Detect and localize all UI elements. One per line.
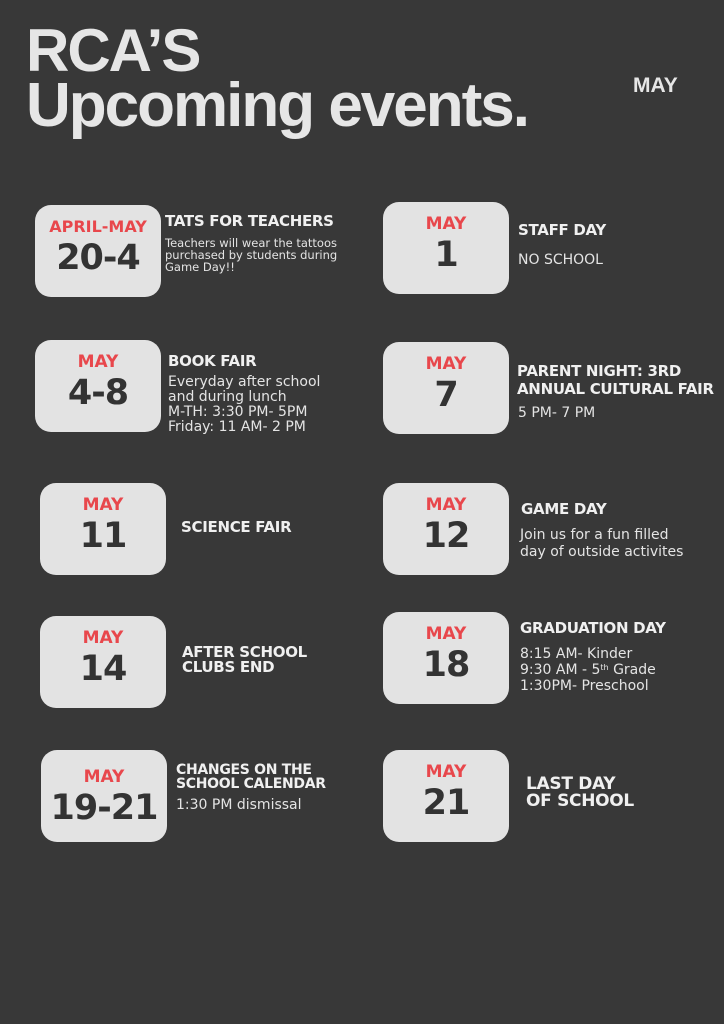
event-month: MAY xyxy=(82,628,124,648)
event-month: MAY xyxy=(425,354,467,374)
event-month: MAY xyxy=(425,214,467,234)
event-description-line: Join us for a fun filled xyxy=(520,527,669,543)
event-description-line: and during lunch xyxy=(168,389,287,405)
event-day: 18 xyxy=(422,645,470,685)
event-title-line: OF SCHOOL xyxy=(526,791,634,811)
event-title-line: STAFF DAY xyxy=(518,221,606,239)
event-title-line: CHANGES ON THE xyxy=(176,762,312,778)
event-month: MAY xyxy=(82,495,124,515)
event-date-card xyxy=(383,202,509,294)
event-description-line: NO SCHOOL xyxy=(518,252,603,268)
event-description-line: purchased by students during xyxy=(165,248,338,262)
event-date-card xyxy=(383,612,509,704)
event-description xyxy=(518,253,603,268)
event-day: 12 xyxy=(422,516,470,556)
event-date-card xyxy=(35,205,161,297)
ordinal-suffix: th xyxy=(600,663,609,672)
month-label: MAY xyxy=(633,74,678,97)
event-title-line: SCHOOL CALENDAR xyxy=(176,776,326,792)
event-description xyxy=(520,527,683,561)
event-description xyxy=(176,798,302,813)
event-title-line: TATS FOR TEACHERS xyxy=(165,212,334,230)
event-title-line: LAST DAY xyxy=(526,774,616,794)
event-description-line: Friday: 11 AM- 2 PM xyxy=(168,419,306,435)
event-description-line: 1:30PM- Preschool xyxy=(520,678,649,694)
event-date-card xyxy=(383,750,509,842)
event-month: MAY xyxy=(425,624,467,644)
event-day: 11 xyxy=(79,516,127,556)
event-description-line: Teachers will wear the tattoos xyxy=(165,236,337,250)
event-date-card xyxy=(383,342,509,434)
event-title xyxy=(520,621,666,636)
event-description-line: 1:30 PM dismissal xyxy=(176,797,302,813)
event-title xyxy=(517,364,714,397)
page-title-line1: RCA’S xyxy=(26,17,200,84)
event-day: 1 xyxy=(434,235,458,275)
event-month: MAY xyxy=(425,762,467,782)
event-title xyxy=(521,502,606,517)
event-title xyxy=(518,223,606,238)
event-description xyxy=(520,646,656,694)
event-description-line: M-TH: 3:30 PM- 5PM xyxy=(168,404,308,420)
event-month: APRIL-MAY xyxy=(49,217,147,236)
event-title xyxy=(181,520,291,535)
event-day: 7 xyxy=(434,375,458,415)
event-title-line: AFTER SCHOOL xyxy=(182,643,307,661)
event-day: 19-21 xyxy=(50,788,158,828)
event-title-line: BOOK FAIR xyxy=(168,352,257,370)
event-description xyxy=(168,375,320,435)
event-title-line: GRADUATION DAY xyxy=(520,619,666,637)
event-date-card xyxy=(35,340,161,432)
event-title-line: ANNUAL CULTURAL FAIR xyxy=(517,380,714,398)
event-date-card xyxy=(383,483,509,575)
event-description-line: day of outside activites xyxy=(520,544,684,560)
event-title-line: CLUBS END xyxy=(182,658,275,676)
event-day: 14 xyxy=(79,649,127,689)
event-date-card xyxy=(40,483,166,575)
event-description-line: 5 PM- 7 PM xyxy=(518,405,596,421)
event-description-line: Game Day!! xyxy=(165,260,235,274)
event-date-card xyxy=(41,750,167,842)
event-description-part: 9:30 AM - 5 xyxy=(520,662,601,678)
event-description-line: Everyday after school xyxy=(168,374,321,390)
event-month: MAY xyxy=(77,352,119,372)
event-month: MAY xyxy=(83,767,125,787)
event-day: 4-8 xyxy=(67,373,129,413)
event-title-line: PARENT NIGHT: 3RD xyxy=(517,362,682,380)
event-day: 21 xyxy=(422,783,470,823)
event-month: MAY xyxy=(425,495,467,515)
event-date-card xyxy=(40,616,166,708)
event-title-line: GAME DAY xyxy=(521,500,607,518)
event-description xyxy=(518,406,595,421)
event-description-line xyxy=(520,662,656,678)
event-title xyxy=(526,776,634,810)
event-description xyxy=(165,237,337,273)
page-title-line2: Upcoming events. xyxy=(26,71,528,140)
event-title xyxy=(168,354,256,369)
event-description-line: 8:15 AM- Kinder xyxy=(520,646,633,662)
event-day: 20-4 xyxy=(56,238,140,278)
event-title-line: SCIENCE FAIR xyxy=(181,518,292,536)
event-title xyxy=(165,214,334,229)
event-title xyxy=(176,763,326,791)
event-description-part: Grade xyxy=(608,662,656,678)
event-title xyxy=(182,645,307,675)
